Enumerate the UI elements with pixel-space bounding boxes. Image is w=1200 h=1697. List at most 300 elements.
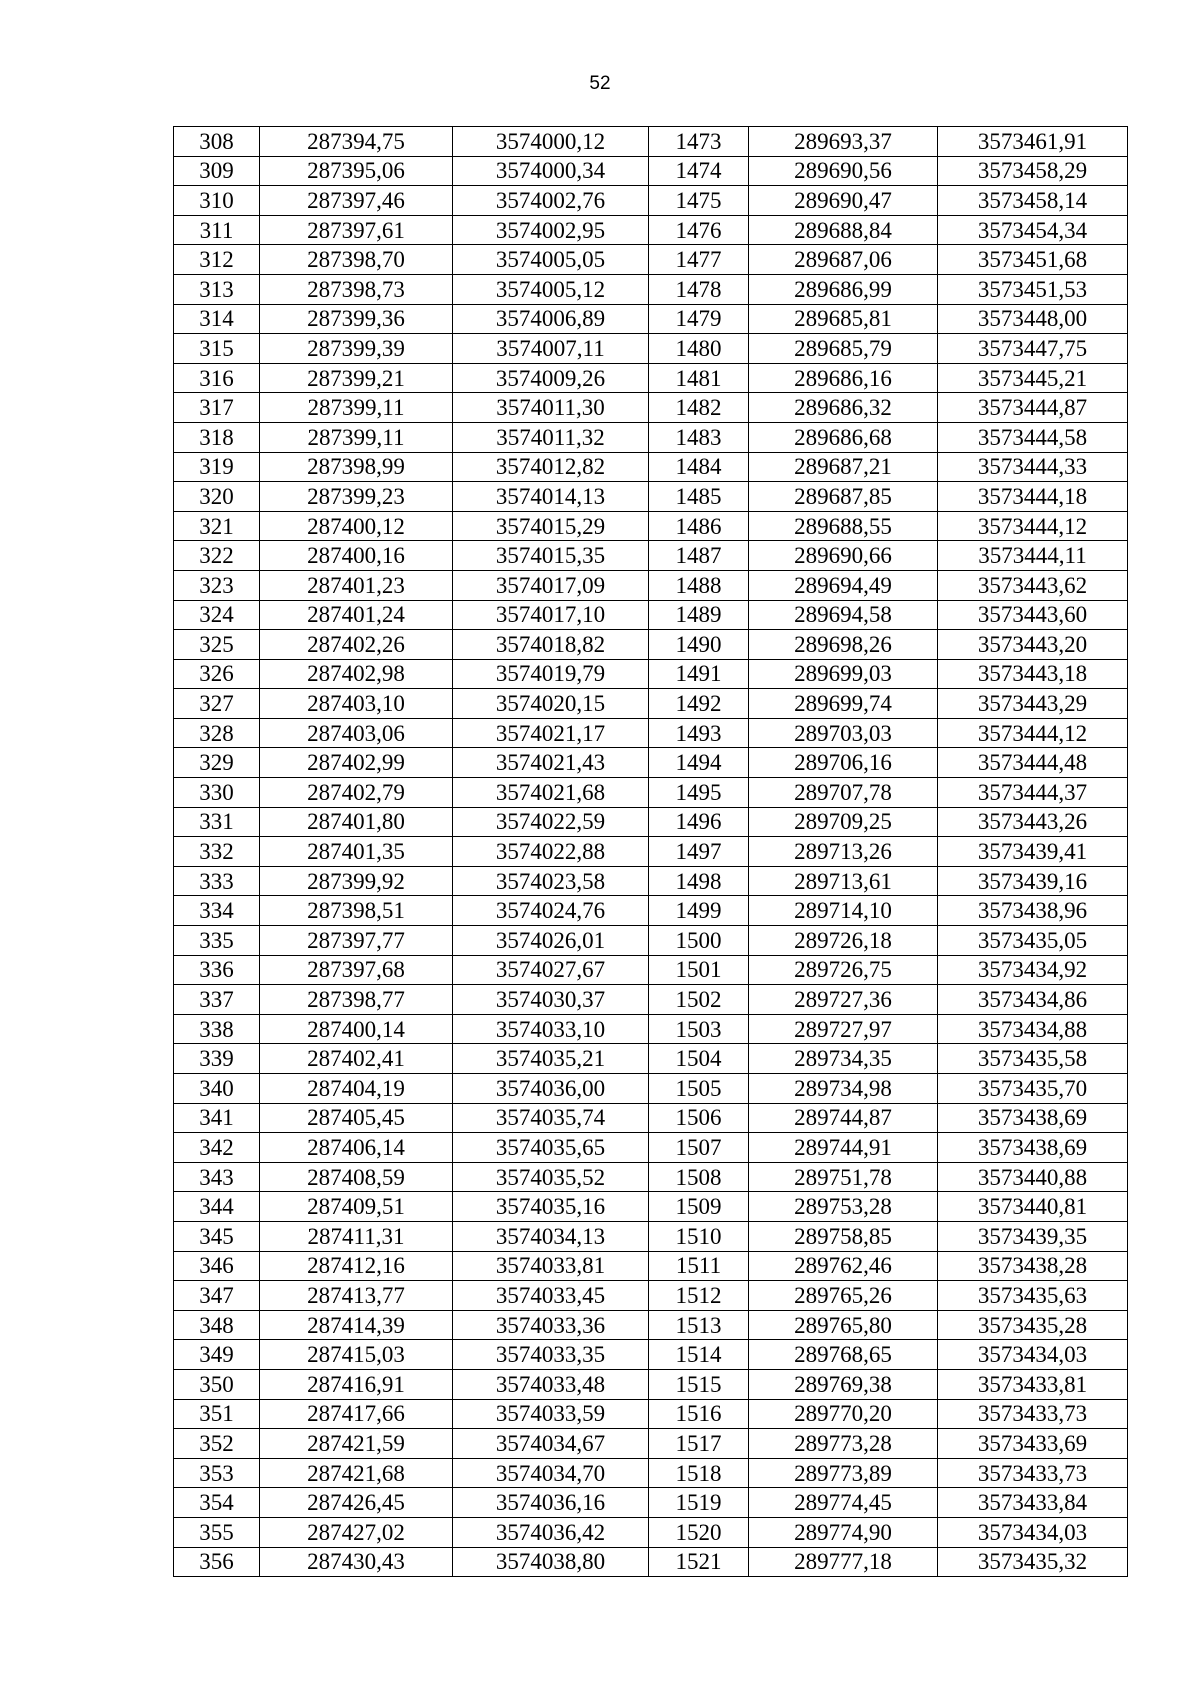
y-coordinate-cell: 3574002,76 — [453, 186, 649, 216]
point-number-cell: 355 — [174, 1517, 260, 1547]
y-coordinate-cell: 3574033,35 — [453, 1340, 649, 1370]
point-number-cell: 351 — [174, 1399, 260, 1429]
x-coordinate-cell: 287399,11 — [260, 422, 453, 452]
x-coordinate-cell: 287399,92 — [260, 866, 453, 896]
x-coordinate-cell: 289706,16 — [749, 748, 938, 778]
y-coordinate-cell: 3574033,59 — [453, 1399, 649, 1429]
y-coordinate-cell: 3574033,81 — [453, 1251, 649, 1281]
x-coordinate-cell: 287402,98 — [260, 659, 453, 689]
point-number-cell: 332 — [174, 837, 260, 867]
table-row — [174, 630, 1128, 660]
y-coordinate-cell: 3574036,16 — [453, 1488, 649, 1518]
x-coordinate-cell: 289690,56 — [749, 156, 938, 186]
point-number-cell: 1513 — [649, 1310, 749, 1340]
x-coordinate-cell: 287415,03 — [260, 1340, 453, 1370]
coordinates-table-body — [174, 127, 1128, 1577]
y-coordinate-cell: 3574024,76 — [453, 896, 649, 926]
y-coordinate-cell: 3574027,67 — [453, 955, 649, 985]
y-coordinate-cell: 3573435,70 — [938, 1074, 1128, 1104]
table-row — [174, 1192, 1128, 1222]
point-number-cell: 314 — [174, 304, 260, 334]
table-row — [174, 541, 1128, 571]
y-coordinate-cell: 3573458,29 — [938, 156, 1128, 186]
x-coordinate-cell: 287402,41 — [260, 1044, 453, 1074]
x-coordinate-cell: 287402,79 — [260, 778, 453, 808]
table-row — [174, 837, 1128, 867]
table-row — [174, 511, 1128, 541]
point-number-cell: 1507 — [649, 1133, 749, 1163]
coordinates-table — [173, 126, 1128, 1577]
y-coordinate-cell: 3573444,12 — [938, 511, 1128, 541]
table-row — [174, 482, 1128, 512]
x-coordinate-cell: 289726,18 — [749, 926, 938, 956]
x-coordinate-cell: 289703,03 — [749, 718, 938, 748]
x-coordinate-cell: 289687,21 — [749, 452, 938, 482]
point-number-cell: 1475 — [649, 186, 749, 216]
y-coordinate-cell: 3573454,34 — [938, 215, 1128, 245]
point-number-cell: 1517 — [649, 1429, 749, 1459]
point-number-cell: 356 — [174, 1547, 260, 1577]
point-number-cell: 340 — [174, 1074, 260, 1104]
table-row — [174, 156, 1128, 186]
point-number-cell: 1511 — [649, 1251, 749, 1281]
point-number-cell: 1489 — [649, 600, 749, 630]
table-row — [174, 1074, 1128, 1104]
y-coordinate-cell: 3573444,11 — [938, 541, 1128, 571]
y-coordinate-cell: 3573438,69 — [938, 1103, 1128, 1133]
y-coordinate-cell: 3573439,41 — [938, 837, 1128, 867]
table-row — [174, 1429, 1128, 1459]
y-coordinate-cell: 3574026,01 — [453, 926, 649, 956]
y-coordinate-cell: 3573444,48 — [938, 748, 1128, 778]
x-coordinate-cell: 289690,66 — [749, 541, 938, 571]
x-coordinate-cell: 287398,73 — [260, 274, 453, 304]
point-number-cell: 336 — [174, 955, 260, 985]
point-number-cell: 349 — [174, 1340, 260, 1370]
table-row — [174, 926, 1128, 956]
x-coordinate-cell: 289685,79 — [749, 334, 938, 364]
y-coordinate-cell: 3574015,35 — [453, 541, 649, 571]
point-number-cell: 1506 — [649, 1103, 749, 1133]
x-coordinate-cell: 289688,55 — [749, 511, 938, 541]
point-number-cell: 353 — [174, 1458, 260, 1488]
y-coordinate-cell: 3573444,87 — [938, 393, 1128, 423]
y-coordinate-cell: 3573447,75 — [938, 334, 1128, 364]
x-coordinate-cell: 287399,21 — [260, 363, 453, 393]
x-coordinate-cell: 289698,26 — [749, 630, 938, 660]
point-number-cell: 1521 — [649, 1547, 749, 1577]
point-number-cell: 313 — [174, 274, 260, 304]
y-coordinate-cell: 3573438,28 — [938, 1251, 1128, 1281]
y-coordinate-cell: 3573444,33 — [938, 452, 1128, 482]
table-row — [174, 866, 1128, 896]
x-coordinate-cell: 289686,32 — [749, 393, 938, 423]
point-number-cell: 330 — [174, 778, 260, 808]
x-coordinate-cell: 287403,06 — [260, 718, 453, 748]
point-number-cell: 350 — [174, 1369, 260, 1399]
x-coordinate-cell: 287413,77 — [260, 1281, 453, 1311]
x-coordinate-cell: 289774,90 — [749, 1517, 938, 1547]
point-number-cell: 319 — [174, 452, 260, 482]
point-number-cell: 1500 — [649, 926, 749, 956]
point-number-cell: 352 — [174, 1429, 260, 1459]
y-coordinate-cell: 3573439,16 — [938, 866, 1128, 896]
x-coordinate-cell: 289769,38 — [749, 1369, 938, 1399]
y-coordinate-cell: 3574000,12 — [453, 127, 649, 157]
x-coordinate-cell: 289726,75 — [749, 955, 938, 985]
point-number-cell: 344 — [174, 1192, 260, 1222]
x-coordinate-cell: 289707,78 — [749, 778, 938, 808]
point-number-cell: 312 — [174, 245, 260, 275]
y-coordinate-cell: 3573440,88 — [938, 1162, 1128, 1192]
point-number-cell: 1473 — [649, 127, 749, 157]
y-coordinate-cell: 3574019,79 — [453, 659, 649, 689]
point-number-cell: 1495 — [649, 778, 749, 808]
y-coordinate-cell: 3574034,13 — [453, 1221, 649, 1251]
x-coordinate-cell: 287402,99 — [260, 748, 453, 778]
x-coordinate-cell: 289694,58 — [749, 600, 938, 630]
point-number-cell: 1496 — [649, 807, 749, 837]
y-coordinate-cell: 3573443,18 — [938, 659, 1128, 689]
table-row — [174, 186, 1128, 216]
x-coordinate-cell: 287421,68 — [260, 1458, 453, 1488]
table-row — [174, 304, 1128, 334]
point-number-cell: 348 — [174, 1310, 260, 1340]
y-coordinate-cell: 3573443,60 — [938, 600, 1128, 630]
x-coordinate-cell: 287397,77 — [260, 926, 453, 956]
x-coordinate-cell: 289709,25 — [749, 807, 938, 837]
point-number-cell: 1497 — [649, 837, 749, 867]
x-coordinate-cell: 287395,06 — [260, 156, 453, 186]
table-row — [174, 215, 1128, 245]
point-number-cell: 310 — [174, 186, 260, 216]
y-coordinate-cell: 3574005,05 — [453, 245, 649, 275]
table-row — [174, 1044, 1128, 1074]
x-coordinate-cell: 289686,16 — [749, 363, 938, 393]
y-coordinate-cell: 3573448,00 — [938, 304, 1128, 334]
x-coordinate-cell: 289687,85 — [749, 482, 938, 512]
point-number-cell: 1520 — [649, 1517, 749, 1547]
y-coordinate-cell: 3573435,63 — [938, 1281, 1128, 1311]
x-coordinate-cell: 289685,81 — [749, 304, 938, 334]
x-coordinate-cell: 289734,98 — [749, 1074, 938, 1104]
point-number-cell: 1490 — [649, 630, 749, 660]
point-number-cell: 1476 — [649, 215, 749, 245]
point-number-cell: 1501 — [649, 955, 749, 985]
y-coordinate-cell: 3574015,29 — [453, 511, 649, 541]
y-coordinate-cell: 3574036,42 — [453, 1517, 649, 1547]
table-row — [174, 778, 1128, 808]
x-coordinate-cell: 287399,39 — [260, 334, 453, 364]
x-coordinate-cell: 287401,24 — [260, 600, 453, 630]
table-row — [174, 955, 1128, 985]
x-coordinate-cell: 287397,46 — [260, 186, 453, 216]
x-coordinate-cell: 287411,31 — [260, 1221, 453, 1251]
point-number-cell: 1498 — [649, 866, 749, 896]
y-coordinate-cell: 3574035,65 — [453, 1133, 649, 1163]
y-coordinate-cell: 3573433,84 — [938, 1488, 1128, 1518]
table-row — [174, 1547, 1128, 1577]
x-coordinate-cell: 289727,36 — [749, 985, 938, 1015]
table-row — [174, 718, 1128, 748]
x-coordinate-cell: 287421,59 — [260, 1429, 453, 1459]
y-coordinate-cell: 3574017,10 — [453, 600, 649, 630]
y-coordinate-cell: 3573443,20 — [938, 630, 1128, 660]
x-coordinate-cell: 287399,36 — [260, 304, 453, 334]
y-coordinate-cell: 3573438,69 — [938, 1133, 1128, 1163]
point-number-cell: 328 — [174, 718, 260, 748]
x-coordinate-cell: 287406,14 — [260, 1133, 453, 1163]
y-coordinate-cell: 3574035,74 — [453, 1103, 649, 1133]
y-coordinate-cell: 3574002,95 — [453, 215, 649, 245]
x-coordinate-cell: 289694,49 — [749, 570, 938, 600]
y-coordinate-cell: 3573435,28 — [938, 1310, 1128, 1340]
x-coordinate-cell: 289686,68 — [749, 422, 938, 452]
point-number-cell: 1480 — [649, 334, 749, 364]
x-coordinate-cell: 287400,16 — [260, 541, 453, 571]
x-coordinate-cell: 289727,97 — [749, 1014, 938, 1044]
y-coordinate-cell: 3574007,11 — [453, 334, 649, 364]
y-coordinate-cell: 3574005,12 — [453, 274, 649, 304]
x-coordinate-cell: 289758,85 — [749, 1221, 938, 1251]
y-coordinate-cell: 3574017,09 — [453, 570, 649, 600]
x-coordinate-cell: 289713,26 — [749, 837, 938, 867]
x-coordinate-cell: 287398,51 — [260, 896, 453, 926]
x-coordinate-cell: 287405,45 — [260, 1103, 453, 1133]
table-row — [174, 985, 1128, 1015]
table-row — [174, 393, 1128, 423]
x-coordinate-cell: 287401,35 — [260, 837, 453, 867]
y-coordinate-cell: 3574038,80 — [453, 1547, 649, 1577]
x-coordinate-cell: 287399,23 — [260, 482, 453, 512]
table-row — [174, 363, 1128, 393]
point-number-cell: 334 — [174, 896, 260, 926]
point-number-cell: 323 — [174, 570, 260, 600]
point-number-cell: 1510 — [649, 1221, 749, 1251]
table-row — [174, 1251, 1128, 1281]
y-coordinate-cell: 3574021,17 — [453, 718, 649, 748]
table-row — [174, 659, 1128, 689]
y-coordinate-cell: 3574033,36 — [453, 1310, 649, 1340]
y-coordinate-cell: 3574022,59 — [453, 807, 649, 837]
point-number-cell: 1493 — [649, 718, 749, 748]
table-row — [174, 1458, 1128, 1488]
point-number-cell: 311 — [174, 215, 260, 245]
y-coordinate-cell: 3574006,89 — [453, 304, 649, 334]
point-number-cell: 324 — [174, 600, 260, 630]
y-coordinate-cell: 3573461,91 — [938, 127, 1128, 157]
point-number-cell: 1485 — [649, 482, 749, 512]
y-coordinate-cell: 3574020,15 — [453, 689, 649, 719]
table-row — [174, 274, 1128, 304]
y-coordinate-cell: 3573444,37 — [938, 778, 1128, 808]
y-coordinate-cell: 3573434,88 — [938, 1014, 1128, 1044]
y-coordinate-cell: 3574035,21 — [453, 1044, 649, 1074]
point-number-cell: 331 — [174, 807, 260, 837]
x-coordinate-cell: 289773,28 — [749, 1429, 938, 1459]
table-row — [174, 452, 1128, 482]
point-number-cell: 335 — [174, 926, 260, 956]
point-number-cell: 1478 — [649, 274, 749, 304]
y-coordinate-cell: 3573434,92 — [938, 955, 1128, 985]
x-coordinate-cell: 289687,06 — [749, 245, 938, 275]
y-coordinate-cell: 3574011,32 — [453, 422, 649, 452]
x-coordinate-cell: 287401,80 — [260, 807, 453, 837]
point-number-cell: 341 — [174, 1103, 260, 1133]
y-coordinate-cell: 3574034,67 — [453, 1429, 649, 1459]
point-number-cell: 1519 — [649, 1488, 749, 1518]
y-coordinate-cell: 3573445,21 — [938, 363, 1128, 393]
x-coordinate-cell: 287403,10 — [260, 689, 453, 719]
x-coordinate-cell: 287399,11 — [260, 393, 453, 423]
y-coordinate-cell: 3573444,58 — [938, 422, 1128, 452]
y-coordinate-cell: 3574030,37 — [453, 985, 649, 1015]
x-coordinate-cell: 289686,99 — [749, 274, 938, 304]
table-row — [174, 127, 1128, 157]
x-coordinate-cell: 289699,74 — [749, 689, 938, 719]
table-row — [174, 748, 1128, 778]
y-coordinate-cell: 3573443,26 — [938, 807, 1128, 837]
y-coordinate-cell: 3573435,05 — [938, 926, 1128, 956]
y-coordinate-cell: 3573434,86 — [938, 985, 1128, 1015]
point-number-cell: 1512 — [649, 1281, 749, 1311]
x-coordinate-cell: 289777,18 — [749, 1547, 938, 1577]
point-number-cell: 1509 — [649, 1192, 749, 1222]
point-number-cell: 333 — [174, 866, 260, 896]
x-coordinate-cell: 289699,03 — [749, 659, 938, 689]
table-row — [174, 570, 1128, 600]
y-coordinate-cell: 3573444,18 — [938, 482, 1128, 512]
y-coordinate-cell: 3574033,48 — [453, 1369, 649, 1399]
point-number-cell: 327 — [174, 689, 260, 719]
point-number-cell: 1505 — [649, 1074, 749, 1104]
y-coordinate-cell: 3574012,82 — [453, 452, 649, 482]
x-coordinate-cell: 289693,37 — [749, 127, 938, 157]
point-number-cell: 1474 — [649, 156, 749, 186]
y-coordinate-cell: 3574023,58 — [453, 866, 649, 896]
x-coordinate-cell: 287416,91 — [260, 1369, 453, 1399]
x-coordinate-cell: 289714,10 — [749, 896, 938, 926]
table-row — [174, 1162, 1128, 1192]
point-number-cell: 1483 — [649, 422, 749, 452]
x-coordinate-cell: 287412,16 — [260, 1251, 453, 1281]
x-coordinate-cell: 287394,75 — [260, 127, 453, 157]
point-number-cell: 1487 — [649, 541, 749, 571]
point-number-cell: 1479 — [649, 304, 749, 334]
table-row — [174, 1488, 1128, 1518]
x-coordinate-cell: 287408,59 — [260, 1162, 453, 1192]
point-number-cell: 342 — [174, 1133, 260, 1163]
x-coordinate-cell: 287398,77 — [260, 985, 453, 1015]
y-coordinate-cell: 3573443,29 — [938, 689, 1128, 719]
y-coordinate-cell: 3574021,68 — [453, 778, 649, 808]
point-number-cell: 1486 — [649, 511, 749, 541]
point-number-cell: 318 — [174, 422, 260, 452]
point-number-cell: 316 — [174, 363, 260, 393]
point-number-cell: 337 — [174, 985, 260, 1015]
y-coordinate-cell: 3573435,32 — [938, 1547, 1128, 1577]
table-row — [174, 422, 1128, 452]
y-coordinate-cell: 3573433,73 — [938, 1458, 1128, 1488]
x-coordinate-cell: 287397,61 — [260, 215, 453, 245]
table-row — [174, 896, 1128, 926]
y-coordinate-cell: 3573451,53 — [938, 274, 1128, 304]
point-number-cell: 317 — [174, 393, 260, 423]
point-number-cell: 320 — [174, 482, 260, 512]
y-coordinate-cell: 3574036,00 — [453, 1074, 649, 1104]
point-number-cell: 315 — [174, 334, 260, 364]
x-coordinate-cell: 289690,47 — [749, 186, 938, 216]
table-row — [174, 1281, 1128, 1311]
table-row — [174, 600, 1128, 630]
point-number-cell: 1514 — [649, 1340, 749, 1370]
table-row — [174, 1103, 1128, 1133]
x-coordinate-cell: 287400,12 — [260, 511, 453, 541]
y-coordinate-cell: 3573440,81 — [938, 1192, 1128, 1222]
point-number-cell: 326 — [174, 659, 260, 689]
y-coordinate-cell: 3573433,81 — [938, 1369, 1128, 1399]
page-number: 52 — [589, 73, 611, 94]
y-coordinate-cell: 3573433,73 — [938, 1399, 1128, 1429]
point-number-cell: 1516 — [649, 1399, 749, 1429]
y-coordinate-cell: 3573435,58 — [938, 1044, 1128, 1074]
x-coordinate-cell: 289762,46 — [749, 1251, 938, 1281]
table-row — [174, 1517, 1128, 1547]
point-number-cell: 1484 — [649, 452, 749, 482]
point-number-cell: 338 — [174, 1014, 260, 1044]
x-coordinate-cell: 289765,80 — [749, 1310, 938, 1340]
point-number-cell: 322 — [174, 541, 260, 571]
table-row — [174, 1014, 1128, 1044]
table-row — [174, 1221, 1128, 1251]
y-coordinate-cell: 3574035,16 — [453, 1192, 649, 1222]
point-number-cell: 321 — [174, 511, 260, 541]
y-coordinate-cell: 3573433,69 — [938, 1429, 1128, 1459]
x-coordinate-cell: 287409,51 — [260, 1192, 453, 1222]
table-row — [174, 1340, 1128, 1370]
point-number-cell: 1494 — [649, 748, 749, 778]
x-coordinate-cell: 287414,39 — [260, 1310, 453, 1340]
point-number-cell: 308 — [174, 127, 260, 157]
x-coordinate-cell: 287427,02 — [260, 1517, 453, 1547]
x-coordinate-cell: 289768,65 — [749, 1340, 938, 1370]
y-coordinate-cell: 3574033,45 — [453, 1281, 649, 1311]
x-coordinate-cell: 289773,89 — [749, 1458, 938, 1488]
x-coordinate-cell: 289744,91 — [749, 1133, 938, 1163]
y-coordinate-cell: 3574018,82 — [453, 630, 649, 660]
point-number-cell: 1491 — [649, 659, 749, 689]
x-coordinate-cell: 289744,87 — [749, 1103, 938, 1133]
table-row — [174, 689, 1128, 719]
y-coordinate-cell: 3574033,10 — [453, 1014, 649, 1044]
point-number-cell: 1503 — [649, 1014, 749, 1044]
x-coordinate-cell: 289713,61 — [749, 866, 938, 896]
x-coordinate-cell: 289734,35 — [749, 1044, 938, 1074]
y-coordinate-cell: 3573434,03 — [938, 1517, 1128, 1547]
point-number-cell: 1481 — [649, 363, 749, 393]
point-number-cell: 345 — [174, 1221, 260, 1251]
x-coordinate-cell: 289774,45 — [749, 1488, 938, 1518]
y-coordinate-cell: 3574022,88 — [453, 837, 649, 867]
table-row — [174, 1399, 1128, 1429]
point-number-cell: 1502 — [649, 985, 749, 1015]
point-number-cell: 309 — [174, 156, 260, 186]
point-number-cell: 325 — [174, 630, 260, 660]
table-row — [174, 245, 1128, 275]
y-coordinate-cell: 3573434,03 — [938, 1340, 1128, 1370]
x-coordinate-cell: 287397,68 — [260, 955, 453, 985]
point-number-cell: 1518 — [649, 1458, 749, 1488]
